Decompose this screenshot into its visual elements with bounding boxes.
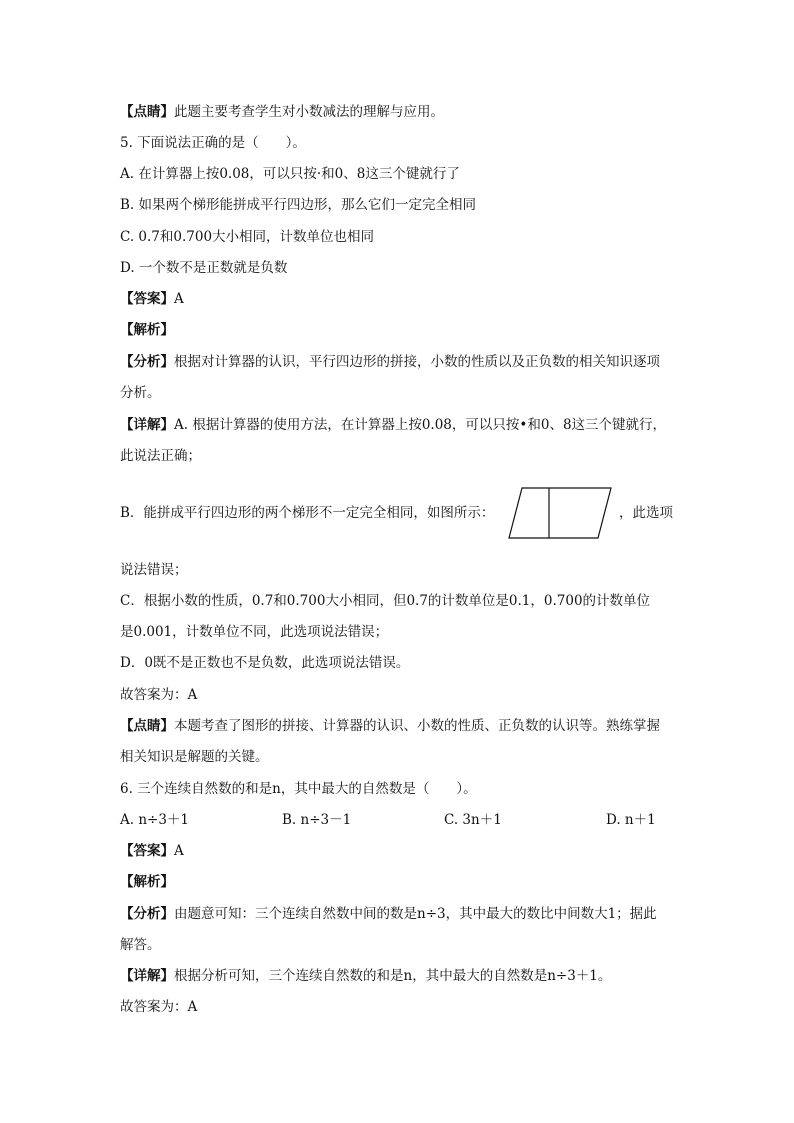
fenxi-text: 根据对计算器的认识，平行四边形的拼接，小数的性质以及正负数的相关知识逐项 <box>174 354 660 370</box>
q5-detail-c-line2: 是0.001，计数单位不同，此选项说法错误； <box>120 624 389 640</box>
note-text: 此题主要考查学生对小数减法的理解与应用。 <box>174 104 444 120</box>
parallelogram-figure <box>508 487 612 539</box>
q5-detail-b-line2: 说法错误； <box>120 562 188 578</box>
fenxi-tag: 【分析】 <box>120 906 174 922</box>
detail-tag: 【详解】 <box>120 968 174 984</box>
q6-detail-line1 <box>120 967 611 985</box>
q5-detail-a-line1 <box>120 416 666 434</box>
note-text: 本题考查了图形的拼接、计算器的认识、小数的性质、正负数的认识等。熟练掌握 <box>174 718 660 734</box>
q6-option-a: A. n÷3＋1 <box>120 812 190 828</box>
q6-fenxi-line2: 解答。 <box>120 937 161 953</box>
q5-detail-a-line2: 此说法正确； <box>120 448 201 464</box>
q5-note-line1 <box>120 717 660 735</box>
detail-text: 根据分析可知，三个连续自然数的和是n，其中最大的自然数是n÷3＋1。 <box>174 968 612 984</box>
q5-fenxi-line1 <box>120 353 660 371</box>
q5-detail-b-after: ，此选项 <box>619 505 673 521</box>
q6-answer <box>120 842 184 860</box>
detail-text: A. 根据计算器的使用方法，在计算器上按0.08，可以只按•和0、8这三个键就行， <box>174 417 667 433</box>
q6-conclusion: 故答案为：A <box>120 999 198 1015</box>
answer-tag: 【答案】 <box>120 291 174 307</box>
q5-option-a: A. 在计算器上按0.08，可以只按·和0、8这三个键就行了 <box>120 166 460 182</box>
q6-fenxi-line1 <box>120 905 657 923</box>
q5-stem: 5. 下面说法正确的是（ ）。 <box>120 135 306 151</box>
q5-analysis-tag: 【解析】 <box>120 322 174 338</box>
note-tag: 【点睛】 <box>120 104 174 120</box>
q5-conclusion: 故答案为：A <box>120 687 198 703</box>
q5-detail-c-line1: C．根据小数的性质，0.7和0.700大小相同，但0.7的计数单位是0.1，0.700的计数单位 <box>120 593 651 609</box>
q6-stem: 6. 三个连续自然数的和是n，其中最大的自然数是（ ）。 <box>120 781 477 797</box>
q6-analysis-tag: 【解析】 <box>120 874 174 890</box>
q6-option-b: B. n÷3－1 <box>282 812 352 828</box>
q5-answer <box>120 290 184 308</box>
fenxi-tag: 【分析】 <box>120 354 174 370</box>
answer-tag: 【答案】 <box>120 843 174 859</box>
q6-option-d: D. n＋1 <box>606 812 656 828</box>
answer-value: A <box>174 843 184 859</box>
detail-tag: 【详解】 <box>120 417 174 433</box>
q6-option-c: C. 3n＋1 <box>444 812 502 828</box>
q5-option-d: D. 一个数不是正数就是负数 <box>120 260 288 276</box>
q5-option-b: B. 如果两个梯形能拼成平行四边形，那么它们一定完全相同 <box>120 197 477 213</box>
note-tag: 【点睛】 <box>120 718 174 734</box>
q5-note-line2: 相关知识是解题的关键。 <box>120 749 269 765</box>
q5-detail-d: D．0既不是正数也不是负数，此选项说法错误。 <box>120 655 410 671</box>
prev-note <box>120 103 444 121</box>
answer-value: A <box>174 291 184 307</box>
parallelogram-outline <box>509 488 611 538</box>
q5-fenxi-line2: 分析。 <box>120 385 161 401</box>
fenxi-text: 由题意可知：三个连续自然数中间的数是n÷3，其中最大的数比中间数大1；据此 <box>174 906 657 922</box>
q5-detail-b-before: B．能拼成平行四边形的两个梯形不一定完全相同，如图所示： <box>120 505 495 521</box>
q5-option-c: C. 0.7和0.700大小相同，计数单位也相同 <box>120 229 375 245</box>
